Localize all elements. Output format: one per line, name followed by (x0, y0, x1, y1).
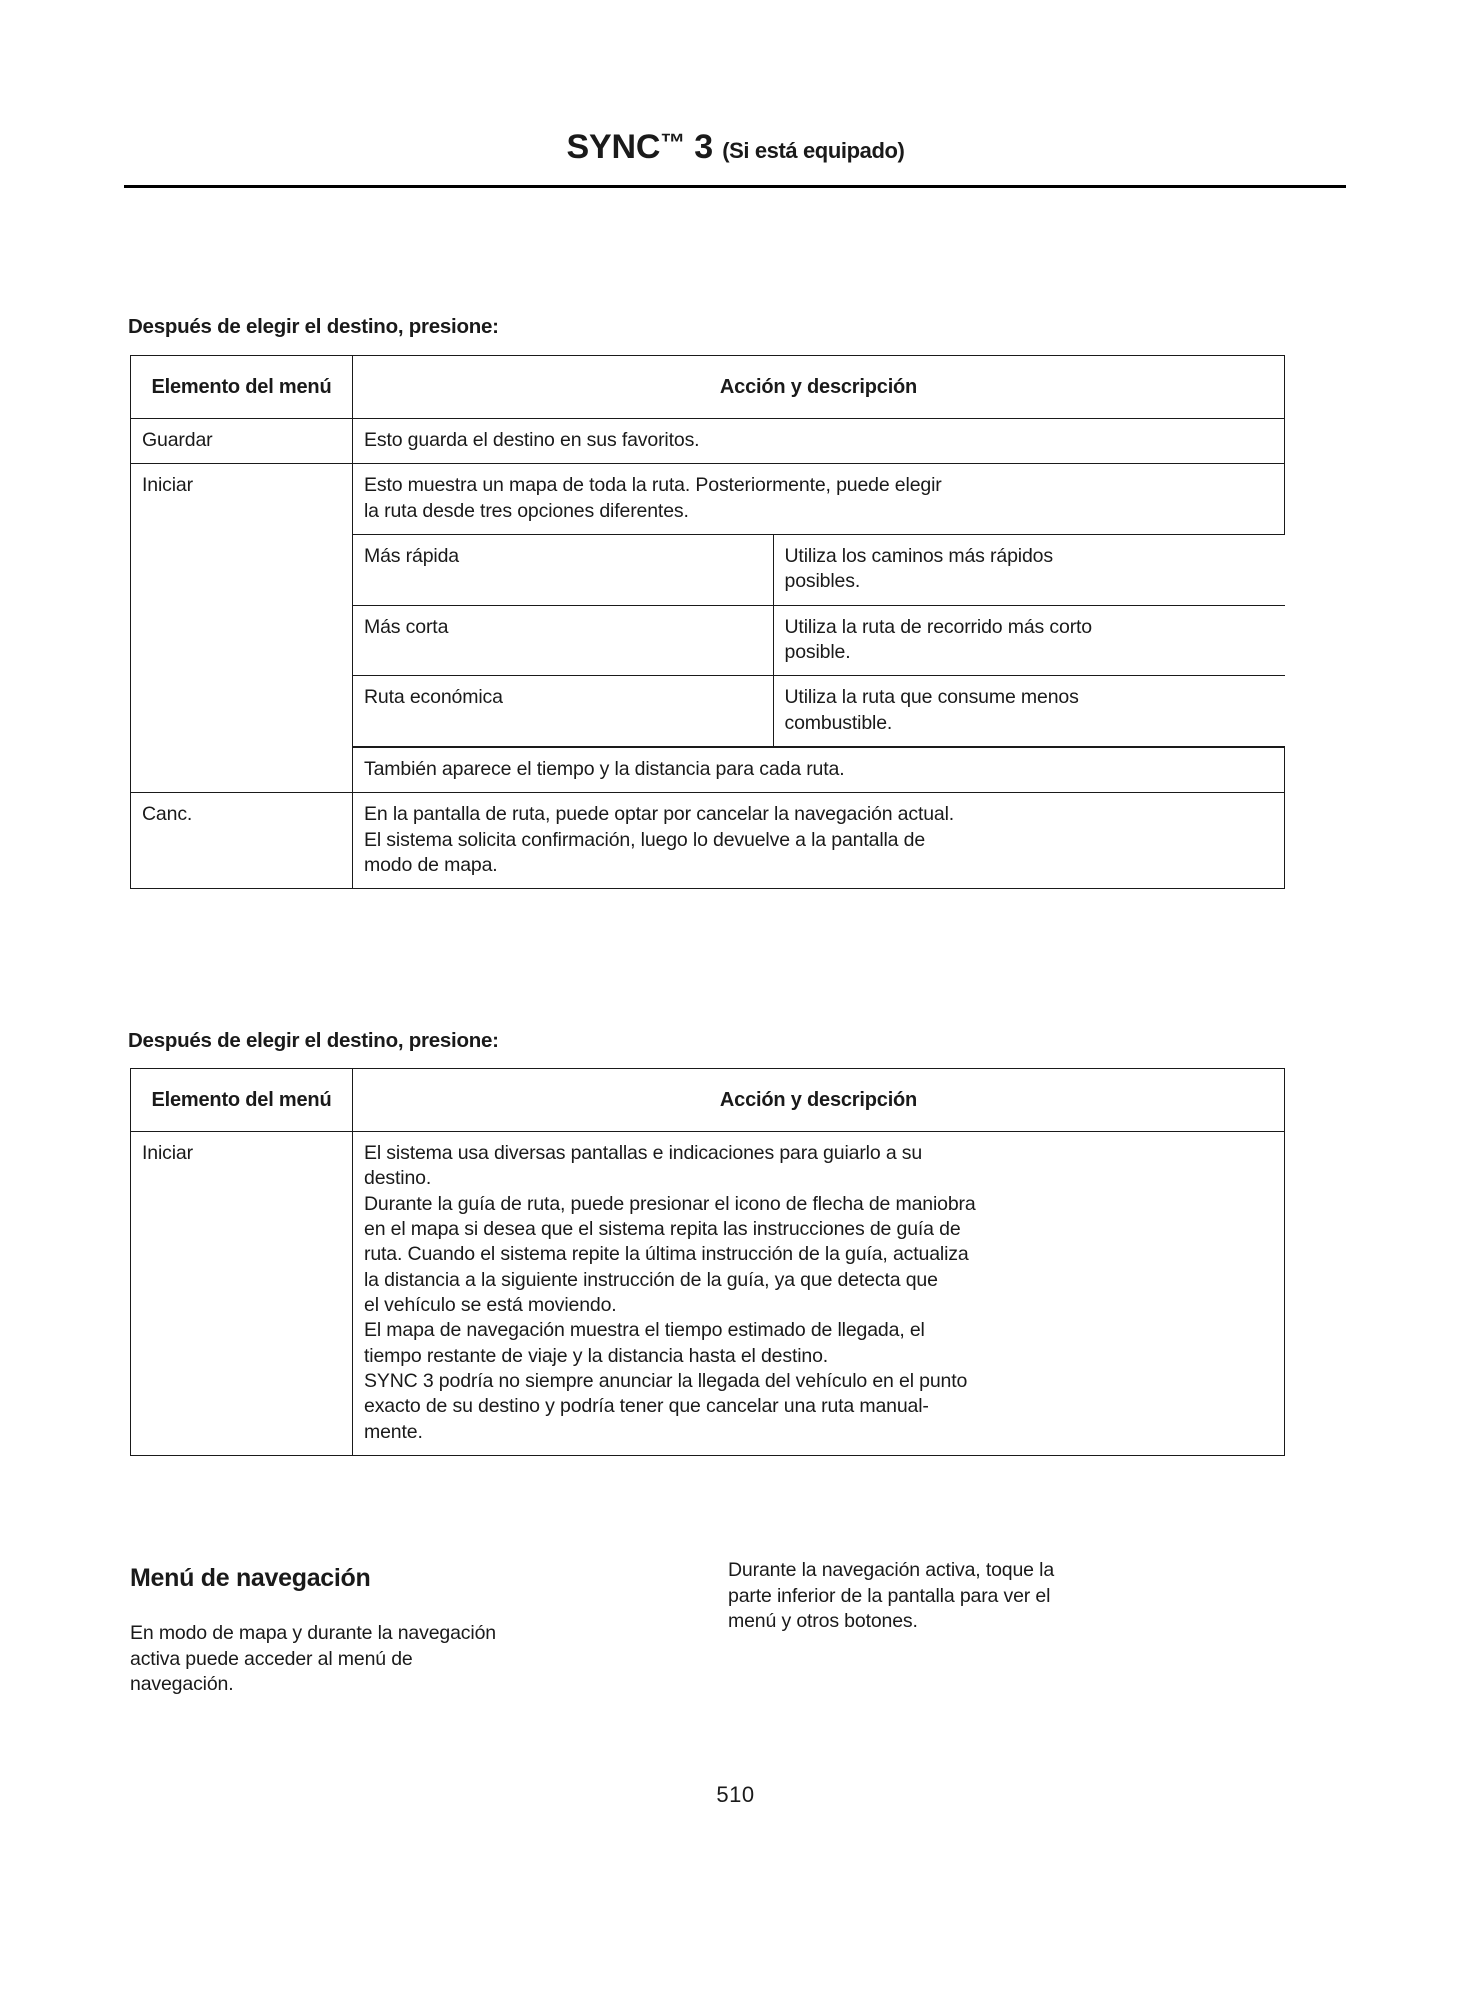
paragraph-navegacion-activa (728, 1558, 1288, 1635)
nav-activa-line-1: Durante la navegación activa, toque la (728, 1559, 1055, 1581)
canc-desc-line-3: modo de mapa. (364, 854, 498, 877)
route-option-desc-1-line-1: Utiliza la ruta de recorrido más corto (784, 615, 1092, 638)
section-label-destino-1: Después de elegir el destino, presione: (128, 315, 499, 338)
guia-line-5: ruta. Cuando el sistema repite la última instrucción de la guía, actualiza (364, 1243, 969, 1266)
cell-description-iniciar-2 (353, 1132, 1285, 1456)
cell-menu-item-iniciar: Iniciar (131, 464, 353, 793)
route-option-desc-2-line-1: Utiliza la ruta que consume menos (784, 686, 1079, 709)
bottom-right-column (728, 1558, 1288, 1635)
nav-activa-line-2: parte inferior de la pantalla para ver el (728, 1584, 1051, 1607)
guia-line-12: mente. (364, 1420, 423, 1443)
nested-table-container-3 (353, 676, 1285, 747)
page-title-main: SYNC (566, 128, 661, 166)
table-row-iniciar-guia (131, 1132, 1285, 1456)
guia-line-3: Durante la guía de ruta, puede presionar el icono de flecha de maniobra (364, 1192, 976, 1215)
subtable-mas-corta (353, 606, 1285, 677)
page-title-number: 3 (685, 128, 723, 166)
cell-route-option-desc-1 (773, 606, 1285, 676)
iniciar-desc-line-2: la ruta desde tres opciones diferentes. (364, 499, 689, 522)
page-header (0, 128, 1471, 167)
page-number: 510 (716, 1782, 755, 1807)
trademark-symbol: ™ (660, 129, 685, 157)
cell-description-iniciar (353, 464, 1285, 535)
column-header-elemento-menu-2: Elemento del menú (131, 1069, 353, 1132)
column-header-accion-descripcion-2: Acción y descripción (353, 1069, 1285, 1132)
table-row-cancelar (131, 793, 1285, 889)
section-label-destino-2: Después de elegir el destino, presione: (128, 1029, 499, 1052)
canc-desc-line-2: El sistema solicita confirmación, luego lo devuelve a la pantalla de (364, 828, 926, 851)
section-heading-menu-navegacion: Menú de navegación (130, 1564, 371, 1592)
column-header-accion-descripcion: Acción y descripción (353, 356, 1285, 419)
menu-nav-line-1: En modo de mapa y durante la navegación (130, 1622, 496, 1644)
cell-menu-item-iniciar-2: Iniciar (131, 1132, 353, 1456)
table-guia-ruta (130, 1068, 1285, 1456)
cell-menu-item-guardar: Guardar (131, 419, 353, 464)
cell-route-option-name-2: Ruta económica (353, 676, 773, 746)
page-title (567, 128, 905, 167)
paragraph-menu-navegacion (130, 1621, 690, 1698)
cell-description-guardar: Esto guarda el destino en sus favoritos. (353, 419, 1285, 464)
nested-table-container-2 (353, 606, 1285, 677)
route-option-desc-0-line-2: posibles. (784, 570, 861, 593)
route-option-desc-2-line-2: combustible. (784, 711, 893, 734)
route-option-desc-1-line-2: posible. (784, 641, 851, 664)
cell-route-option-name-0: Más rápida (353, 535, 773, 605)
guia-line-11: exacto de su destino y podría tener que cancelar una ruta manual- (364, 1395, 929, 1418)
table-header-row (131, 356, 1285, 419)
header-divider (124, 185, 1346, 188)
table-row-iniciar (131, 464, 1285, 535)
guia-line-2: destino. (364, 1167, 432, 1190)
cell-route-option-desc-2 (773, 676, 1285, 746)
guia-line-6: la distancia a la siguiente instrucción de la guía, ya que detecta que (364, 1268, 938, 1291)
cell-route-option-desc-0 (773, 535, 1285, 605)
cell-note-tiempo-distancia: También aparece el tiempo y la distancia para cada ruta. (353, 748, 1285, 793)
menu-nav-line-3: navegación. (130, 1673, 234, 1696)
guia-line-9: tiempo restante de viaje y la distancia hasta el destino. (364, 1344, 829, 1367)
nested-table-container-1 (353, 535, 1285, 606)
guia-line-7: el vehículo se está moviendo. (364, 1294, 617, 1317)
table-row-guardar (131, 419, 1285, 464)
subtable-mas-rapida (353, 535, 1285, 606)
route-option-desc-0-line-1: Utiliza los caminos más rápidos (784, 545, 1053, 568)
iniciar-desc-line-1: Esto muestra un mapa de toda la ruta. Posteriormente, puede elegir (364, 474, 942, 497)
guia-line-4: en el mapa si desea que el sistema repita las instrucciones de guía de (364, 1218, 961, 1241)
table-header-row (131, 1069, 1285, 1132)
canc-desc-line-1: En la pantalla de ruta, puede optar por cancelar la navegación actual. (364, 803, 955, 826)
subtable-ruta-economica (353, 676, 1285, 747)
guia-line-10: SYNC 3 podría no siempre anunciar la llegada del vehículo en el punto (364, 1370, 968, 1393)
guia-line-8: El mapa de navegación muestra el tiempo estimado de llegada, el (364, 1319, 925, 1342)
cell-menu-item-canc: Canc. (131, 793, 353, 889)
cell-description-canc (353, 793, 1285, 889)
bottom-left-column (130, 1562, 690, 1698)
menu-nav-line-2: activa puede acceder al menú de (130, 1647, 413, 1670)
table-menu-opciones-ruta (130, 355, 1285, 889)
column-header-elemento-menu: Elemento del menú (131, 356, 353, 419)
nav-activa-line-3: menú y otros botones. (728, 1610, 918, 1633)
page-title-qualifier: (Si está equipado) (722, 138, 905, 163)
cell-route-option-name-1: Más corta (353, 606, 773, 676)
guia-line-1: El sistema usa diversas pantallas e indicaciones para guiarlo a su (364, 1142, 923, 1164)
